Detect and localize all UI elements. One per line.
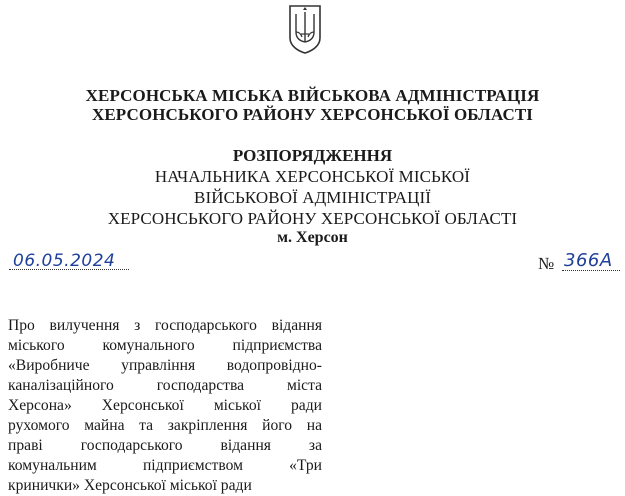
coat-of-arms-ukraine-icon bbox=[288, 4, 322, 54]
city-label: м. Херсон bbox=[277, 229, 348, 246]
subject-line: комунальним підприємством «Три bbox=[8, 457, 322, 474]
document-issuer-line-1: НАЧАЛЬНИКА ХЕРСОНСЬКОЇ МІСЬКОЇ bbox=[154, 167, 471, 186]
registration-number bbox=[538, 250, 620, 275]
handwritten-date: 06.05.2024 bbox=[13, 251, 116, 271]
authority-name-line-2: ХЕРСОНСЬКОГО РАЙОНУ ХЕРСОНСЬКОЇ ОБЛАСТІ bbox=[91, 105, 534, 124]
document-type-title: РОЗПОРЯДЖЕННЯ bbox=[232, 146, 393, 165]
subject-line: кринички» Херсонської міської ради bbox=[8, 477, 252, 494]
number-sign: № bbox=[538, 254, 555, 273]
document-issuer-line-2: ВІЙСЬКОВОЇ АДМІНІСТРАЦІЇ bbox=[194, 188, 431, 207]
subject-block bbox=[8, 316, 322, 496]
subject-line: «Виробниче управління водопровідно- bbox=[8, 357, 322, 374]
registration-date bbox=[9, 253, 129, 275]
subject-line: рухомого майна та закріплення його на bbox=[8, 417, 322, 434]
handwritten-number: 366А bbox=[564, 250, 613, 271]
subject-line: Про вилучення з господарського відання bbox=[8, 317, 322, 334]
subject-line: міського комунального підприємства bbox=[8, 337, 322, 354]
subject-line: каналізаційного господарства міста bbox=[8, 377, 322, 394]
authority-name-line-1: ХЕРСОНСЬКА МІСЬКА ВІЙСЬКОВА АДМІНІСТРАЦІЯ bbox=[85, 86, 540, 105]
document-issuer-line-3: ХЕРСОНСЬКОГО РАЙОНУ ХЕРСОНСЬКОЇ ОБЛАСТІ bbox=[107, 209, 518, 228]
subject-line: Херсона» Херсонської міської ради bbox=[8, 397, 322, 414]
subject-line: праві господарського відання за bbox=[8, 437, 322, 454]
